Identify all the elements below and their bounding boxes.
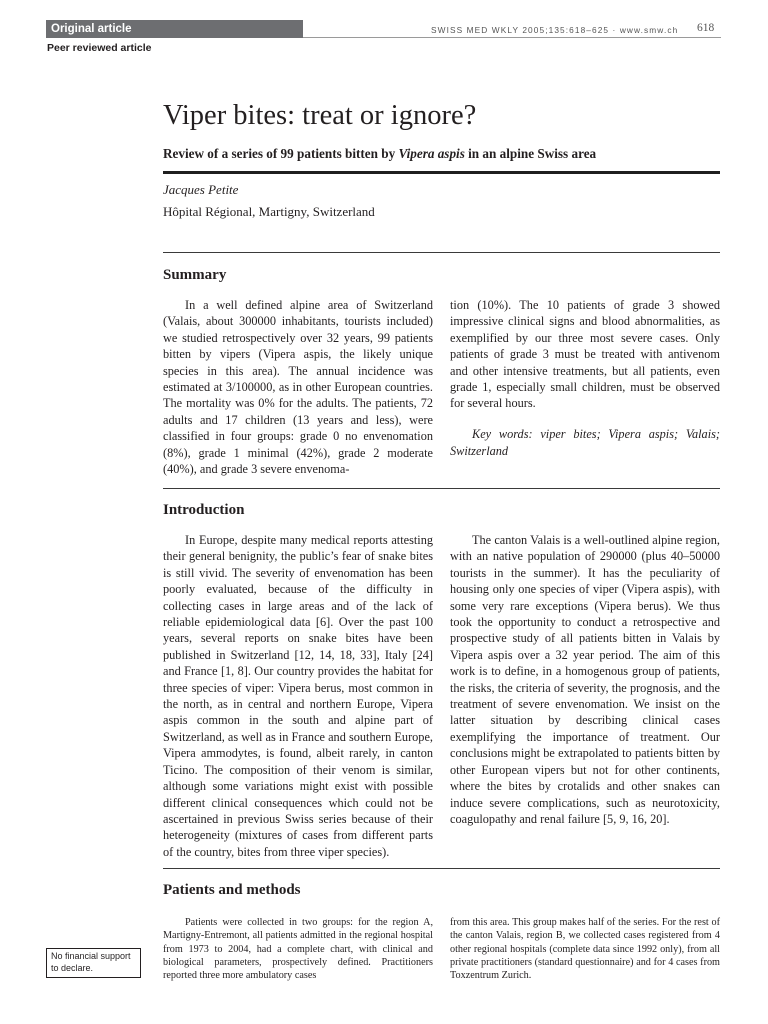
subtitle-text-end: in an alpine Swiss area: [464, 146, 597, 161]
introduction-paragraph-2: The canton Valais is a well-outlined alpine region, with an native population of 290000 (plus 40–50000 tourists in the summer). It has the peculiarity of housing only one species of viper (Vipera aspis), with some very rare exceptions (Vipera berus). We thus took the opportunity to conduct a retrospective and prospective study of all patients bitten in Valais by Vipera aspis over a 32 year period. The aim of this work is to define, in a homogenous group of patients, the risks, the criteria of severity, the prognosis, and the treatment of severe envenomation. We insist on the latter situation by describing clinical cases exemplifying the importance of treatment. Our conclusions might be extrapolated to patients bitten by other European vipers but not for other continents, where the bites by crotalids and other snakes can induce severe complications, such as neurotoxicity, coagulopathy and renal failure [5, 9, 16, 20].: [450, 533, 720, 826]
patients-methods-paragraph-2: from this area. This group makes half of the series. For the rest of the canton Valais, region B, we collected cases registered from 4 other regional hospitals (complete data since 1992 only), from all private practitioners (standard questionnaire) and for 4 cases from Toxzentrum Zurich.: [450, 917, 720, 982]
summary-paragraph-1: In a well defined alpine area of Switzerland (Valais, about 300000 inhabitants, tourists included) we studied retrospectively over 32 years, 99 patients bitten by vipers (Vipera aspis, the likely unique species in this area). The annual incidence was estimated at 3/100000, as in other European countries. The mortality was 0% for the adults. The patients, 72 adults and 17 children (13 years and less), were classified in four groups: grade 0 no envenomation (8%), grade 1 minimal (42%), grade 2 moderate (40%), and grade 3 severe envenoma-: [163, 298, 433, 477]
page-number: 618: [697, 22, 715, 34]
financial-disclosure-text: No financial support to declare.: [51, 951, 131, 973]
introduction-rule: [163, 488, 720, 489]
patients-methods-left-column: [163, 916, 433, 982]
author-affiliation: Hôpital Régional, Martigny, Switzerland: [163, 204, 375, 219]
patients-methods-right-column: [450, 916, 720, 982]
summary-right-column: [450, 297, 720, 412]
keywords: [450, 426, 720, 459]
article-subtitle: [163, 146, 596, 162]
introduction-paragraph-1: In Europe, despite many medical reports attesting their general benignity, the public’s fear of snake bites is still vivid. The severity of envenomation has been poorly evaluated, because of the difficulty in collecting cases in large areas and of the lack of reliable epidemiological data [6]. Over the past 100 years, several reports on snake bites have been published in Switzerland [12, 14, 18, 33], Italy [24] and France [1, 8]. Our country provides the habitat for three species of viper: Vipera berus, most common in the north, as in central and northern Europe, Vipera aspis common in the south and alpine part of Switzerland, as well as in France and southern Europe, Vipera ammodytes, is found, albeit rarely, in canton Ticino. The composition of their venom is similar, although some variations might exist with possible different clinical consequences which could not be ascertained in previous Swiss series because of their heterogeneity (mixtures of cases from different parts of the country, bites from three viper species).: [163, 533, 433, 859]
keywords-text: Key words: viper bites; Vipera aspis; Valais; Switzerland: [450, 427, 720, 458]
summary-left-column: [163, 297, 433, 477]
peer-reviewed-label: Peer reviewed article: [47, 42, 152, 54]
introduction-heading: Introduction: [163, 502, 245, 518]
summary-heading: Summary: [163, 267, 227, 283]
summary-rule: [163, 252, 720, 253]
summary-paragraph-2: tion (10%). The 10 patients of grade 3 showed impressive clinical signs and blood abnormalities, as exemplified by our three most severe cases. Only patients of grade 3 must be treated with antivenom and other intensive treatments, but all patients, even grade 1, especially small children, must be observed for several hours.: [450, 298, 720, 411]
article-title: Viper bites: treat or ignore?: [163, 100, 477, 131]
patients-methods-heading: Patients and methods: [163, 882, 301, 898]
introduction-left-column: [163, 532, 433, 860]
financial-disclosure-box: [46, 948, 141, 978]
author-name: Jacques Petite: [163, 182, 239, 197]
introduction-right-column: [450, 532, 720, 827]
subtitle-species: Vipera aspis: [398, 146, 465, 161]
header-rule: [303, 37, 721, 38]
patients-methods-rule: [163, 868, 720, 869]
subtitle-text-start: Review of a series of 99 patients bitten by: [163, 146, 399, 161]
journal-reference: SWISS MED WKLY 2005;135:618–625 · www.smw.ch: [431, 25, 679, 35]
patients-methods-paragraph-1: Patients were collected in two groups: for the region A, Martigny-Entremont, all patients admitted in the regional hospital from 1973 to 2004, had a complete chart, with clinical and biological parameters, prospectively defined. Practitioners reported three more ambulatory cases: [163, 917, 433, 982]
title-rule: [163, 171, 720, 174]
section-tag: Original article: [46, 20, 303, 38]
